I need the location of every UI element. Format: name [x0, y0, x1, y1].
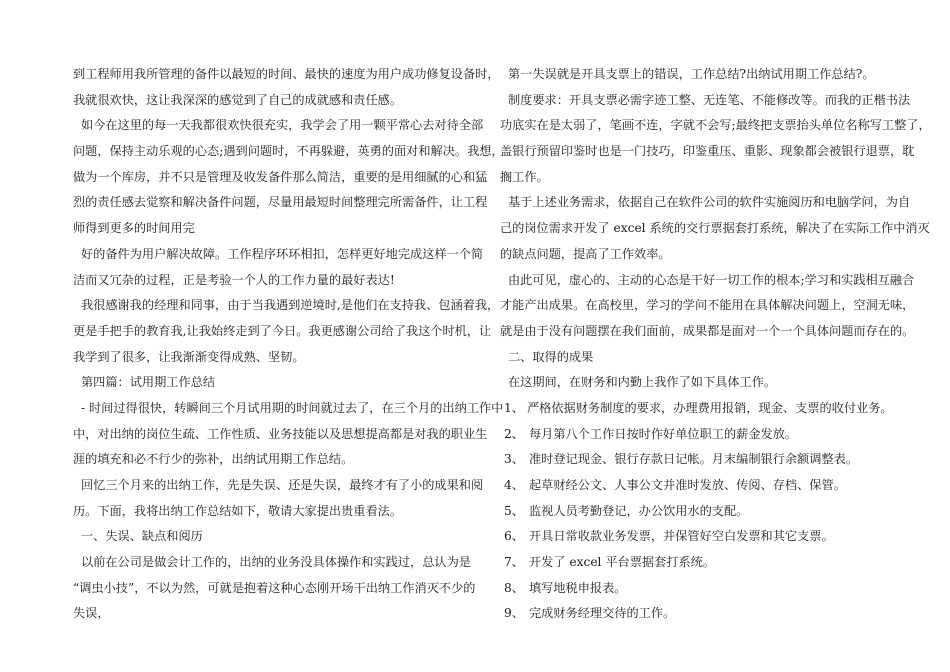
list-item-text: 完成财务经理交待的工作。 [529, 606, 676, 621]
text-line: 师得到更多的时间用完 [73, 221, 195, 236]
text-line: 洁而又冗杂的过程，正是考验一个人的工作力量的最好表达! [73, 272, 395, 287]
list-item [500, 550, 884, 576]
text-line: 制度要求：开具支票必需字迹工整、无连笔、不能修改等。而我的正楷书法 [508, 92, 911, 107]
list-item-text: 开发了 excel 平台票据套打系统。 [529, 555, 716, 570]
list-item-number: 2、 [504, 426, 524, 441]
list-item [500, 396, 893, 422]
list-item [500, 422, 884, 448]
text-line: 我就很欢快，这让我深深的感觉到了自己的成就感和责任感。 [73, 92, 403, 107]
text-line: 基于上述业务需求，依据自己在软件公司的软件实施阅历和电脑学问，为自 [508, 195, 911, 210]
list-item-text: 开具日常收款业务发票，并保管好空白发票和其它支票。 [529, 529, 834, 544]
list-item-number: 7、 [504, 555, 524, 570]
list-item-text: 准时登记现金、银行存款日记帐。月末编制银行余额调整表。 [529, 452, 859, 467]
text-line: 第一失误就是开具支票上的错误，工作总结?出纳试用期工作总结?。 [508, 67, 875, 81]
list-item-text: 监视人员考勤登记，办公饮用水的支配。 [529, 503, 749, 518]
right-paragraphs [500, 62, 931, 396]
text-line: 的缺点问题，提高了工作效率。 [500, 246, 671, 261]
text-line: 做为一个库房，并不只是管理及收发备件那么简洁，重要的是用细腻的心和猛 [73, 169, 488, 184]
text-line: 回忆三个月来的出纳工作，先是失误、还是失误，最终才有了小的成果和阅 [81, 478, 484, 492]
text-line: 我学到了很多，让我渐渐变得成熟、坚韧。 [73, 349, 305, 364]
text-line: 己的岗位需求开发了 excel 系统的交行票据套打系统，解决了在实际工作中消灭 [500, 221, 930, 236]
text-line: 盖银行预留印鉴时也是一门技巧，印鉴重压、重影、现象都会被银行退票，耽 [500, 144, 915, 159]
list-item-number: 9、 [504, 606, 524, 621]
text-line: 烈的责任感去觉察和解决备件问题，尽量用最短时间整理完所需备件，让工程 [73, 195, 488, 210]
list-item-text: 填写地税申报表。 [529, 580, 627, 595]
list-item [500, 473, 884, 499]
text-line: 问题，保持主动乐观的心态;遇到问题时，不再躲避，英勇的面对和解决。我想， [73, 144, 504, 159]
list-item [500, 524, 884, 550]
list-item-number: 6、 [504, 529, 524, 544]
list-item-text: 起草财经公文、人事公文并准时发放、传阅、存档、保管。 [529, 478, 846, 492]
list-item [500, 576, 884, 602]
text-line: 第四篇：试用期工作总结 [81, 375, 216, 390]
list-item-text: 每月第八个工作日按时作好单位职工的薪金发放。 [529, 426, 798, 441]
text-line: 才能产出成果。在高校里，学习的学问不能用在具体解决问题上，空洞无味， [500, 298, 915, 313]
text-line: 就是由于没有问题摆在我们面前，成果都是面对一个一个具体问题而存在的。 [500, 323, 915, 338]
achievement-list [500, 396, 893, 627]
text-line: 失误， [73, 606, 110, 621]
list-item [500, 447, 884, 473]
list-item-number: 4、 [504, 478, 524, 492]
list-item-number: 1、 [504, 400, 524, 415]
text-line: 一、失误、缺点和阅历 [81, 529, 203, 544]
text-line: 我很感谢我的经理和同事，由于当我遇到逆境时,是他们在支持我、包涵着我， [81, 298, 500, 313]
text-line: 涯的填充和必不行少的弥补，出纳试用期工作总结。 [73, 452, 354, 467]
text-line: 以前在公司是做会计工作的，出纳的业务没具体操作和实践过，总认为是 [81, 555, 471, 570]
text-line: 在这期间，在财务和内勤上我作了如下具体工作。 [508, 375, 777, 390]
left-column [73, 62, 504, 627]
text-line: 历。下面，我将出纳工作总结如下，敬请大家提出贵重看法。 [73, 503, 403, 518]
list-item [500, 601, 884, 627]
text-line: “调虫小技”，不以为然，可就是抱着这种心态刚开场干出纳工作消灭不少的 [73, 580, 476, 595]
text-line: 功底实在是太弱了，笔画不连，字就不会写;最终把支票抬头单位名称写工整了， [500, 118, 931, 133]
text-line: 到工程师用我所管理的备件以最短的时间、最快的速度为用户成功修复设备时， [73, 67, 500, 81]
list-item-number: 3、 [504, 452, 524, 467]
list-item-number: 8、 [504, 580, 524, 595]
text-line: 搁工作。 [500, 169, 549, 184]
right-column [500, 62, 931, 627]
text-line: 好的备件为用户解决故障。工作程序环环相扣，怎样更好地完成这样一个简 [81, 246, 484, 261]
list-item [500, 499, 884, 525]
text-line: 中，对出纳的岗位生疏、工作性质、业务技能以及思想提高都是对我的职业生 [73, 426, 488, 441]
text-line: 由此可见，虚心的、主动的心态是干好一切工作的根本;学习和实践相互融合 [508, 272, 915, 287]
text-line: 如今在这里的每一天我都很欢快很充实，我学会了用一颗平常心去对待全部 [81, 118, 484, 133]
text-line: - 时间过得很快，转瞬间三个月试用期的时间就过去了，在三个月的出纳工作中 [81, 400, 504, 415]
text-line: 更是手把手的教育我,让我始终走到了今日。我更感谢公司给了我这个时机，让 [73, 323, 492, 338]
text-line: 二、取得的成果 [508, 349, 594, 364]
list-item-number: 5、 [504, 503, 524, 518]
list-item-text: 严格依据财务制度的要求，办理费用报销，现金、支票的收付业务。 [526, 400, 893, 415]
